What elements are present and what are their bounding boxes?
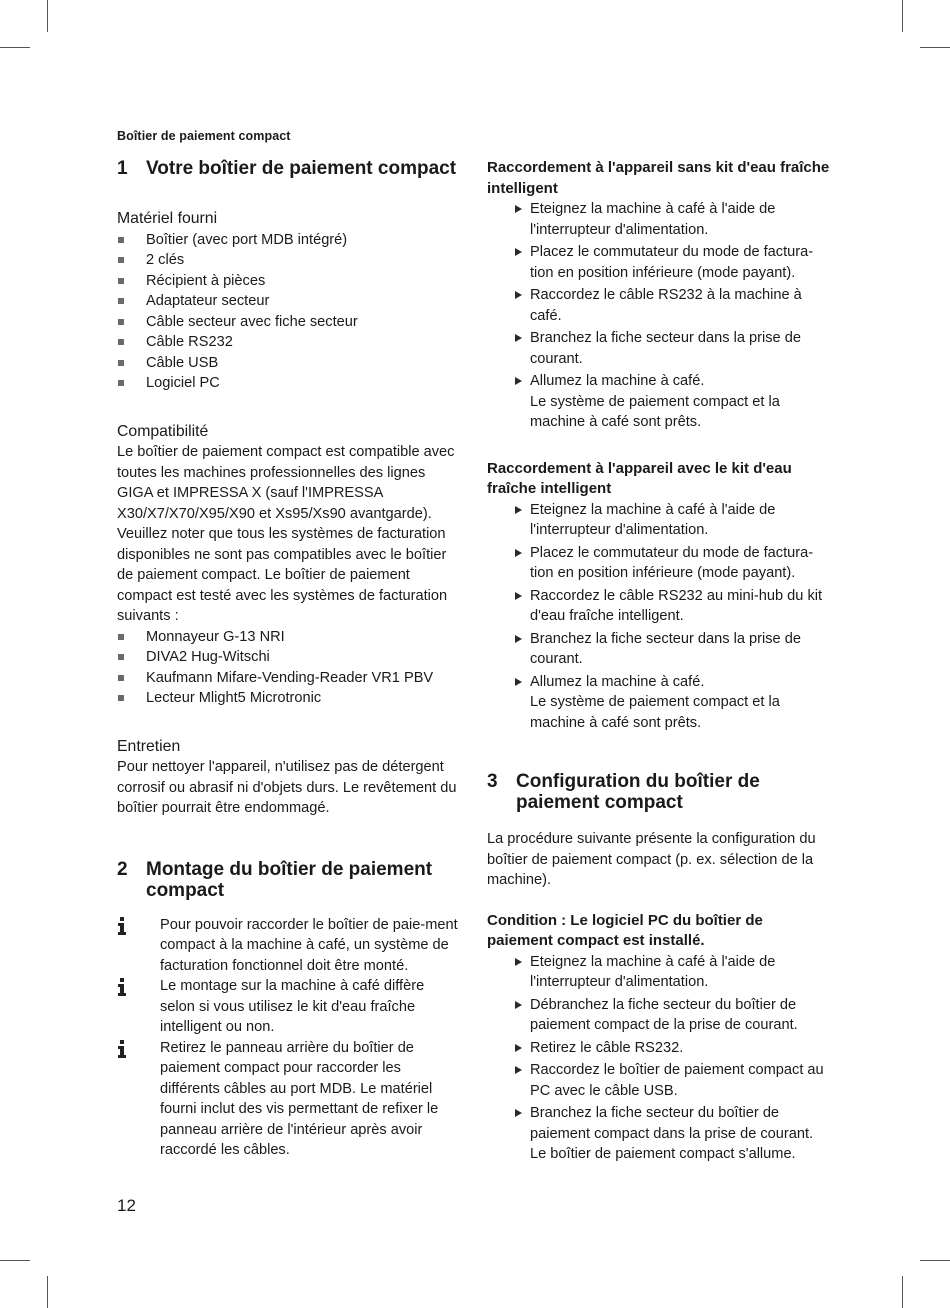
arrow-bullet-icon [515,205,522,213]
crop-mark [0,1260,30,1261]
section-3-heading [487,771,832,813]
list-item: Monnayeur G-13 NRI [117,627,462,648]
arrow-bullet-icon [515,506,522,514]
materiel-list [117,230,462,394]
avec-kit-heading: Raccordement à l'appareil avec le kit d'eau fraîche intelligent [487,459,792,497]
condition-steps [487,952,832,1165]
entretien-text: Pour nettoyer l'appareil, n'utilisez pas de détergent corrosif ou abrasif ni d'objets durs. Le revêtement du boîtier pourrait être endommagé. [117,759,457,816]
square-bullet-icon [118,298,124,304]
list-item: Câble RS232 [117,332,462,353]
square-bullet-icon [118,634,124,640]
info-icon [117,917,127,935]
step-item: Raccordez le câble RS232 au mini-hub du kit d'eau fraîche intelligent. [530,586,832,627]
arrow-bullet-icon [515,635,522,643]
step-item: Eteignez la machine à café à l'aide de l'interrupteur d'alimentation. [530,199,832,240]
list-item: Boîtier (avec port MDB intégré) [117,230,462,251]
list-item: Logiciel PC [117,373,462,394]
compatibilite-heading: Compatibilité [117,422,209,440]
section-number: 3 [487,771,498,792]
section-number: 1 [117,158,128,179]
square-bullet-icon [118,278,124,284]
arrow-bullet-icon [515,377,522,385]
list-item: Adaptateur secteur [117,291,462,312]
crop-mark [902,1276,903,1308]
arrow-bullet-icon [515,1001,522,1009]
entretien-heading: Entretien [117,737,181,755]
step-item: Allumez la machine à café. Le système de paiement compact et la machine à café sont prêts. [530,672,832,734]
step-item: Placez le commutateur du mode de factura-tion en position inférieure (mode payant). [530,543,832,584]
materiel-heading: Matériel fourni [117,210,218,227]
right-column [487,158,832,1167]
arrow-bullet-icon [515,1044,522,1052]
list-item: Câble USB [117,353,462,374]
config-intro: La procédure suivante présente la configuration du boîtier de paiement compact (p. ex. sélection de la machine). [487,831,816,888]
arrow-bullet-icon [515,592,522,600]
arrow-bullet-icon [515,678,522,686]
step-item: Raccordez le câble RS232 à la machine à café. [530,285,832,326]
list-item: Lecteur Mlight5 Microtronic [117,688,462,709]
step-item: Eteignez la machine à café à l'aide de l'interrupteur d'alimentation. [530,500,832,541]
arrow-bullet-icon [515,958,522,966]
step-item: Placez le commutateur du mode de factura-tion en position inférieure (mode payant). [530,242,832,283]
condition-heading: Condition : Le logiciel PC du boîtier de paiement compact est installé. [487,911,763,949]
section-1-heading [117,158,462,179]
info-note: Le montage sur la machine à café diffère selon si vous utilisez le kit d'eau fraîche intelligent ou non. [117,976,462,1038]
section-2-heading [117,859,462,901]
arrow-bullet-icon [515,549,522,557]
step-item: Débranchez la fiche secteur du boîtier de paiement compact de la prise de courant. [530,995,832,1036]
arrow-bullet-icon [515,248,522,256]
square-bullet-icon [118,360,124,366]
step-item: Branchez la fiche secteur dans la prise de courant. [530,328,832,369]
list-item: 2 clés [117,250,462,271]
page-number: 12 [117,1196,136,1215]
step-item: Eteignez la machine à café à l'aide de l'interrupteur d'alimentation. [530,952,832,993]
avec-kit-steps [487,500,832,734]
section-title: Votre boîtier de paiement compact [146,158,457,179]
arrow-bullet-icon [515,334,522,342]
sans-kit-heading: Raccordement à l'appareil sans kit d'eau fraîche intelligent [487,159,830,197]
crop-mark [47,1276,48,1308]
sans-kit-steps [487,199,832,433]
info-icon [117,1040,127,1058]
crop-mark [47,0,48,32]
compatibilite-text: Le boîtier de paiement compact est compatible avec toutes les machines professionnelles des lignes GIGA et IMPRESSA X (sauf l'IMPRESSA X30/X7/X70/X95/X90 et Xs95/Xs90 avantgarde). Veuillez noter que tous les systèmes de facturation disponibles ne sont pas compatibles avec le boîtier de paiement compact. Le boîtier de paiement compact est testé avec les systèmes de facturation suivants : [117,444,455,624]
square-bullet-icon [118,654,124,660]
square-bullet-icon [118,257,124,263]
section-number: 2 [117,858,128,880]
square-bullet-icon [118,319,124,325]
info-note: Pour pouvoir raccorder le boîtier de paie-ment compact à la machine à café, un système de facturation fonctionnel doit être monté. [117,915,462,977]
step-result: Le boîtier de paiement compact s'allume. [530,1146,796,1162]
step-item: Branchez la fiche secteur du boîtier de paiement compact dans la prise de courant. Le boîtier de paiement compact s'allume. [530,1103,832,1165]
info-note: Retirez le panneau arrière du boîtier de paiement compact pour raccorder les différents câbles au port MDB. Le matériel fourni inclut des vis permettant de refixer le panneau arrière de l'intérieur après avoir raccordé les câbles. [117,1038,462,1161]
step-item: Branchez la fiche secteur dans la prise de courant. [530,629,832,670]
square-bullet-icon [118,237,124,243]
section-title: Configuration du boîtier de paiement compact [516,771,760,813]
square-bullet-icon [118,380,124,386]
section-title: Montage du boîtier de paiement compact [146,858,433,901]
step-item: Retirez le câble RS232. [530,1038,832,1059]
square-bullet-icon [118,675,124,681]
left-column [117,158,462,1161]
info-icon [117,978,127,996]
crop-mark [0,47,30,48]
arrow-bullet-icon [515,291,522,299]
facturation-list [117,627,462,709]
list-item: DIVA2 Hug-Witschi [117,647,462,668]
step-item: Allumez la machine à café. Le système de paiement compact et la machine à café sont prêts. [530,371,832,433]
arrow-bullet-icon [515,1066,522,1074]
list-item: Kaufmann Mifare-Vending-Reader VR1 PBV [117,668,462,689]
list-item: Câble secteur avec fiche secteur [117,312,462,333]
square-bullet-icon [118,339,124,345]
crop-mark [920,47,950,48]
crop-mark [920,1260,950,1261]
running-header: Boîtier de paiement compact [117,129,291,143]
arrow-bullet-icon [515,1109,522,1117]
list-item: Récipient à pièces [117,271,462,292]
square-bullet-icon [118,695,124,701]
crop-mark [902,0,903,32]
step-result: Le système de paiement compact et la machine à café sont prêts. [530,694,780,731]
step-item: Raccordez le boîtier de paiement compact au PC avec le câble USB. [530,1060,832,1101]
step-result: Le système de paiement compact et la machine à café sont prêts. [530,393,780,430]
